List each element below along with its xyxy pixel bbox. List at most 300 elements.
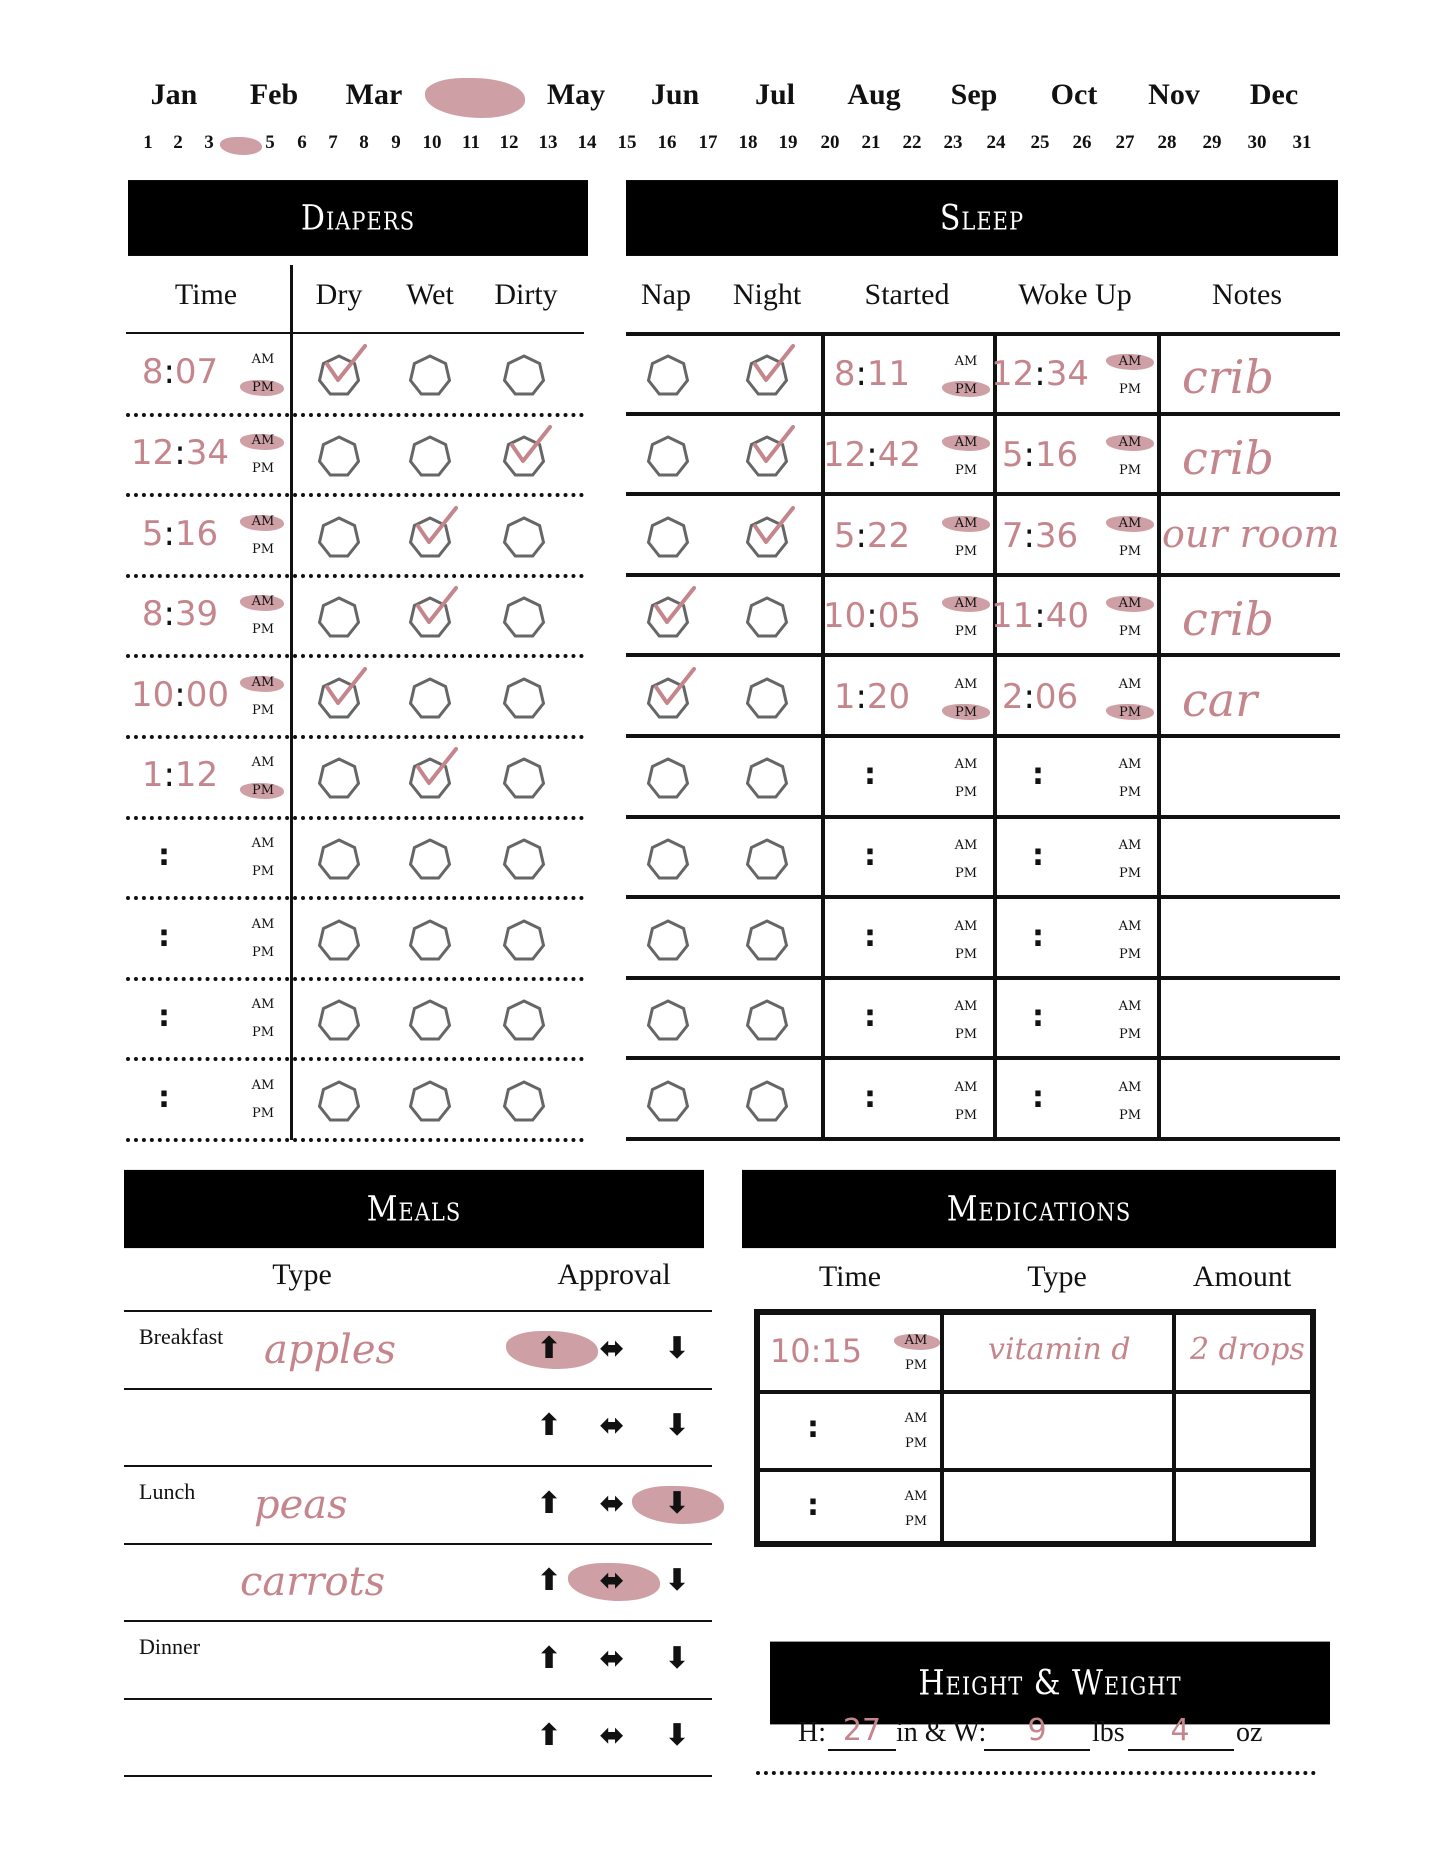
hour[interactable]: 8: [141, 352, 164, 393]
sleep-started-time[interactable]: [834, 354, 910, 394]
meal-label: Dinner: [139, 1634, 201, 1659]
time-colon: :: [864, 837, 876, 873]
nap-checkbox[interactable]: [645, 837, 691, 883]
am-option[interactable]: AM: [251, 352, 275, 368]
pm-option[interactable]: PM: [1118, 946, 1142, 962]
month-feb[interactable]: Feb: [249, 78, 299, 111]
am-option[interactable]: AM: [251, 513, 275, 529]
weight-oz-value[interactable]: 4: [1170, 1713, 1190, 1748]
meals-row-divider: [124, 1620, 712, 1622]
hour[interactable]: 10: [131, 674, 175, 715]
day-3[interactable]: 3: [204, 132, 214, 153]
day-9[interactable]: 9: [391, 132, 401, 153]
minute[interactable]: 34: [185, 432, 229, 473]
sleep-row-divider: [626, 1137, 1340, 1141]
night-checkbox[interactable]: [744, 918, 790, 964]
minute[interactable]: 36: [1034, 515, 1079, 556]
hour[interactable]: 5: [141, 513, 164, 554]
pm-option[interactable]: PM: [1118, 382, 1142, 398]
colon: :: [1034, 354, 1046, 395]
meal-food[interactable]: apples: [264, 1326, 397, 1373]
meal-food[interactable]: carrots: [240, 1559, 386, 1606]
diaper-time-value[interactable]: [142, 352, 218, 392]
wet-checkbox[interactable]: [407, 434, 453, 480]
neutral-arrow-icon[interactable]: ⬌: [599, 1330, 625, 1366]
pm-option[interactable]: PM: [1118, 543, 1142, 559]
diapers-header-rule: [126, 332, 584, 334]
pm-option[interactable]: PM: [1118, 704, 1142, 720]
dry-checkbox[interactable]: [316, 1079, 362, 1125]
colon: :: [163, 513, 175, 554]
dry-checkbox[interactable]: [316, 998, 362, 1044]
minute[interactable]: 20: [866, 676, 911, 717]
hour[interactable]: 12: [131, 432, 175, 473]
colon: :: [1034, 596, 1046, 637]
am-option[interactable]: AM: [251, 755, 275, 771]
day-1[interactable]: 1: [143, 132, 153, 153]
am-option[interactable]: AM: [1118, 596, 1142, 612]
am-option[interactable]: AM: [1118, 837, 1142, 853]
day-29[interactable]: 29: [1202, 132, 1222, 153]
pm-option[interactable]: PM: [904, 1514, 928, 1529]
pm-option[interactable]: PM: [1118, 462, 1142, 478]
time-colon: :: [158, 837, 170, 873]
diaper-time-value[interactable]: [142, 514, 218, 554]
hour[interactable]: 8: [141, 594, 164, 635]
nap-checkbox[interactable]: [645, 1079, 691, 1125]
dry-checkbox[interactable]: [316, 515, 362, 561]
minute[interactable]: 07: [174, 352, 219, 393]
check-mark-icon: [412, 506, 458, 552]
day-19[interactable]: 19: [778, 132, 798, 153]
day-27[interactable]: 27: [1115, 132, 1135, 153]
pm-option[interactable]: PM: [954, 785, 978, 801]
pm-option[interactable]: PM: [251, 460, 275, 476]
night-checkbox[interactable]: [744, 1079, 790, 1125]
diapers-row-divider: [126, 816, 584, 820]
night-checkbox[interactable]: [744, 998, 790, 1044]
pm-option[interactable]: PM: [251, 944, 275, 960]
check-mark-icon: [749, 344, 795, 390]
thumbs-down-arrow-icon[interactable]: ⬇: [664, 1485, 690, 1521]
med-amount-value[interactable]: 2 drops: [1190, 1332, 1305, 1367]
time-colon: :: [864, 1079, 876, 1115]
thumbs-up-arrow-icon[interactable]: ⬆: [536, 1640, 562, 1676]
minute[interactable]: 12: [174, 755, 219, 796]
pm-option[interactable]: PM: [251, 1105, 275, 1121]
sleep-woke-time[interactable]: [1002, 516, 1078, 556]
thumbs-up-arrow-icon[interactable]: ⬆: [536, 1563, 562, 1599]
day-15[interactable]: 15: [617, 132, 637, 153]
meals-row-divider: [124, 1775, 712, 1777]
day-23[interactable]: 23: [943, 132, 963, 153]
thumbs-up-arrow-icon[interactable]: ⬆: [536, 1408, 562, 1444]
pm-option[interactable]: PM: [954, 946, 978, 962]
pm-option[interactable]: PM: [251, 380, 275, 396]
thumbs-down-arrow-icon[interactable]: ⬇: [664, 1640, 690, 1676]
meals-header-rule: [124, 1310, 712, 1312]
minute[interactable]: 22: [866, 515, 911, 556]
sleep-row-divider: [626, 412, 1340, 416]
pm-option[interactable]: PM: [954, 382, 978, 398]
am-option[interactable]: AM: [251, 594, 275, 610]
month-oct[interactable]: Oct: [1050, 78, 1098, 111]
month-nov[interactable]: Nov: [1148, 78, 1200, 111]
dirty-checkbox[interactable]: [501, 837, 547, 883]
am-option[interactable]: AM: [1118, 918, 1142, 934]
month-may[interactable]: May: [546, 78, 606, 111]
pm-option[interactable]: PM: [251, 783, 275, 799]
night-checkbox[interactable]: [744, 837, 790, 883]
neutral-arrow-icon[interactable]: ⬌: [599, 1485, 625, 1521]
pm-option[interactable]: PM: [954, 462, 978, 478]
sleep-note[interactable]: crib: [1182, 350, 1274, 405]
colon: :: [1023, 434, 1035, 475]
day-5[interactable]: 5: [265, 132, 275, 153]
sleep-started-time[interactable]: [823, 596, 921, 636]
med-row-divider: [754, 1390, 1316, 1394]
pm-option[interactable]: PM: [954, 624, 978, 640]
time-colon: :: [864, 999, 876, 1035]
nap-checkbox[interactable]: [645, 756, 691, 802]
nap-checkbox[interactable]: [645, 353, 691, 399]
pm-option[interactable]: PM: [1118, 865, 1142, 881]
hour[interactable]: 11: [991, 596, 1035, 637]
am-option[interactable]: AM: [954, 596, 978, 612]
dirty-checkbox[interactable]: [501, 353, 547, 399]
hour[interactable]: 5: [1001, 434, 1024, 475]
neutral-arrow-icon[interactable]: ⬌: [599, 1408, 625, 1444]
colon: :: [866, 434, 878, 475]
sleep-note[interactable]: crib: [1182, 430, 1274, 485]
nap-checkbox[interactable]: [645, 998, 691, 1044]
pm-option[interactable]: PM: [954, 865, 978, 881]
colon: :: [855, 515, 867, 556]
neutral-arrow-icon[interactable]: ⬌: [599, 1640, 625, 1676]
sleep-row-divider: [626, 976, 1340, 980]
in-and-weight-label: in & W:: [896, 1717, 987, 1748]
med-row-divider: [754, 1468, 1316, 1472]
day-13[interactable]: 13: [538, 132, 558, 153]
dry-checkbox[interactable]: [316, 595, 362, 641]
am-option[interactable]: AM: [1118, 434, 1142, 450]
day-6[interactable]: 6: [297, 132, 307, 153]
day-16[interactable]: 16: [657, 132, 677, 153]
hour[interactable]: 1: [833, 676, 856, 717]
colon: :: [163, 594, 175, 635]
am-option[interactable]: AM: [954, 676, 978, 692]
am-option[interactable]: AM: [251, 1077, 275, 1093]
hour[interactable]: 12: [823, 434, 867, 475]
am-option[interactable]: AM: [1118, 999, 1142, 1015]
dirty-checkbox[interactable]: [501, 918, 547, 964]
colon: :: [855, 676, 867, 717]
neutral-arrow-icon[interactable]: ⬌: [599, 1563, 625, 1599]
minute[interactable]: 11: [866, 354, 911, 395]
diaper-time-value[interactable]: [142, 755, 218, 795]
height-weight-banner: Height & Weight: [770, 1642, 1330, 1725]
month-mar[interactable]: Mar: [345, 78, 403, 111]
colon: :: [855, 354, 867, 395]
pm-option[interactable]: PM: [1118, 1027, 1142, 1043]
weight-lbs-value[interactable]: 9: [1027, 1713, 1047, 1748]
sleep-started-time[interactable]: [834, 516, 910, 556]
diaper-time-value[interactable]: [131, 675, 229, 715]
minute[interactable]: 16: [174, 513, 219, 554]
wet-checkbox[interactable]: [407, 918, 453, 964]
sleep-row-divider: [626, 895, 1340, 899]
pm-option[interactable]: PM: [251, 541, 275, 557]
time-colon: :: [158, 1079, 170, 1115]
thumbs-down-arrow-icon[interactable]: ⬇: [664, 1408, 690, 1444]
sleep-note[interactable]: crib: [1182, 592, 1274, 647]
dirty-checkbox[interactable]: [501, 756, 547, 802]
dry-checkbox[interactable]: [316, 918, 362, 964]
day-21[interactable]: 21: [861, 132, 881, 153]
day-31[interactable]: 31: [1292, 132, 1312, 153]
diapers-row-divider: [126, 1057, 584, 1061]
check-mark-icon: [650, 667, 696, 713]
sleep-row-divider: [626, 573, 1340, 577]
meal-food[interactable]: peas: [254, 1481, 348, 1528]
sleep-row-divider: [626, 1056, 1340, 1060]
wet-checkbox[interactable]: [407, 837, 453, 883]
sleep-woke-time[interactable]: [1002, 677, 1078, 717]
dirty-checkbox[interactable]: [501, 595, 547, 641]
meals-type-header: Type: [272, 1258, 332, 1291]
diapers-row-divider: [126, 413, 584, 417]
am-option[interactable]: AM: [1118, 515, 1142, 531]
day-12[interactable]: 12: [499, 132, 519, 153]
am-option[interactable]: AM: [954, 918, 978, 934]
height-value[interactable]: 27: [842, 1713, 882, 1748]
month-jan[interactable]: Jan: [150, 78, 198, 111]
am-option[interactable]: AM: [1118, 676, 1142, 692]
hour[interactable]: 8: [833, 354, 856, 395]
day-24[interactable]: 24: [986, 132, 1006, 153]
dry-checkbox[interactable]: [316, 434, 362, 480]
time-colon: :: [864, 918, 876, 954]
day-8[interactable]: 8: [359, 132, 369, 153]
minute[interactable]: 34: [1045, 354, 1089, 395]
hour[interactable]: 10: [823, 596, 867, 637]
diaper-time-value[interactable]: [131, 433, 229, 473]
nap-checkbox[interactable]: [645, 434, 691, 480]
dry-checkbox[interactable]: [316, 837, 362, 883]
med-type-header: Type: [1027, 1260, 1087, 1293]
med-amount-header: Amount: [1192, 1260, 1292, 1293]
am-option[interactable]: AM: [954, 999, 978, 1015]
pm-option[interactable]: PM: [904, 1358, 928, 1373]
month-dec[interactable]: Dec: [1249, 78, 1299, 111]
pm-option[interactable]: PM: [904, 1436, 928, 1451]
diapers-row-divider: [126, 654, 584, 658]
sleep-woke-time[interactable]: [991, 354, 1089, 394]
oz-label: oz: [1236, 1717, 1263, 1748]
month-jul[interactable]: Jul: [754, 78, 796, 111]
am-option[interactable]: AM: [954, 1079, 978, 1095]
am-option[interactable]: AM: [251, 916, 275, 932]
minute[interactable]: 06: [1034, 676, 1079, 717]
thumbs-down-arrow-icon[interactable]: ⬇: [664, 1563, 690, 1599]
pm-option[interactable]: PM: [251, 702, 275, 718]
check-mark-icon: [412, 747, 458, 793]
colon: :: [810, 1332, 822, 1370]
night-checkbox[interactable]: [744, 676, 790, 722]
dry-checkbox[interactable]: [316, 756, 362, 802]
diapers-row-divider: [126, 735, 584, 739]
time-colon: :: [1032, 918, 1044, 954]
sleep-header-rule: [626, 332, 1340, 336]
diapers-row-divider: [126, 1138, 584, 1142]
pm-option[interactable]: PM: [251, 622, 275, 638]
hour[interactable]: 2: [1001, 676, 1024, 717]
pm-option[interactable]: PM: [954, 704, 978, 720]
pm-option[interactable]: PM: [1118, 785, 1142, 801]
am-option[interactable]: AM: [1118, 354, 1142, 370]
med-type-value[interactable]: vitamin d: [988, 1332, 1131, 1367]
day-11[interactable]: 11: [462, 132, 480, 153]
day-20[interactable]: 20: [820, 132, 840, 153]
am-option[interactable]: AM: [251, 835, 275, 851]
time-colon: :: [1032, 757, 1044, 793]
month-jun[interactable]: Jun: [650, 78, 700, 111]
colon: :: [163, 352, 175, 393]
day-14[interactable]: 14: [577, 132, 597, 153]
minute[interactable]: 15: [821, 1332, 863, 1370]
sleep-row-divider: [626, 815, 1340, 819]
am-option[interactable]: AM: [904, 1411, 928, 1426]
colon: :: [866, 596, 878, 637]
day-22[interactable]: 22: [902, 132, 922, 153]
day-26[interactable]: 26: [1072, 132, 1092, 153]
colon: :: [1023, 676, 1035, 717]
pm-option[interactable]: PM: [954, 1027, 978, 1043]
meals-approval-header: Approval: [557, 1258, 671, 1291]
diapers-time-divider: [290, 265, 293, 1140]
am-option[interactable]: AM: [954, 837, 978, 853]
meal-label: Breakfast: [139, 1324, 224, 1349]
diapers-time-header: Time: [174, 278, 238, 311]
day-30[interactable]: 30: [1247, 132, 1267, 153]
thumbs-down-arrow-icon[interactable]: ⬇: [664, 1718, 690, 1754]
lbs-underline: [984, 1749, 1090, 1751]
hour[interactable]: 1: [141, 755, 164, 796]
pm-option[interactable]: PM: [251, 1025, 275, 1041]
minute[interactable]: 39: [174, 594, 219, 635]
meals-row-divider: [124, 1465, 712, 1467]
colon: :: [174, 432, 186, 473]
sleep-note[interactable]: our room: [1162, 511, 1340, 556]
am-option[interactable]: AM: [904, 1489, 928, 1504]
time-colon: :: [807, 1488, 819, 1523]
am-option[interactable]: AM: [954, 757, 978, 773]
am-option[interactable]: AM: [954, 354, 978, 370]
day-2[interactable]: 2: [173, 132, 183, 153]
sleep-started-time[interactable]: [834, 677, 910, 717]
check-mark-icon: [506, 425, 552, 471]
day-10[interactable]: 10: [422, 132, 442, 153]
pm-option[interactable]: PM: [251, 863, 275, 879]
diapers-wet-header: Wet: [406, 278, 454, 311]
minute[interactable]: 05: [877, 596, 921, 637]
dirty-checkbox[interactable]: [501, 998, 547, 1044]
day-25[interactable]: 25: [1030, 132, 1050, 153]
colon: :: [174, 674, 186, 715]
height-weight-dotted-rule: [756, 1771, 1316, 1775]
night-checkbox[interactable]: [744, 756, 790, 802]
day-17[interactable]: 17: [698, 132, 718, 153]
time-colon: :: [807, 1410, 819, 1445]
meals-row-divider: [124, 1543, 712, 1545]
thumbs-up-arrow-icon[interactable]: ⬆: [536, 1718, 562, 1754]
minute[interactable]: 42: [877, 434, 921, 475]
hour[interactable]: 10: [769, 1332, 811, 1370]
check-mark-icon: [321, 344, 367, 390]
pm-option[interactable]: PM: [954, 1107, 978, 1123]
thumbs-down-arrow-icon[interactable]: ⬇: [664, 1330, 690, 1366]
thumbs-up-arrow-icon[interactable]: ⬆: [536, 1330, 562, 1366]
day-28[interactable]: 28: [1157, 132, 1177, 153]
sleep-woke-time[interactable]: [1002, 435, 1078, 475]
night-checkbox[interactable]: [744, 595, 790, 641]
day-18[interactable]: 18: [738, 132, 758, 153]
sleep-note[interactable]: car: [1182, 672, 1258, 727]
med-time-header: Time: [818, 1260, 882, 1293]
dirty-checkbox[interactable]: [501, 676, 547, 722]
am-option[interactable]: AM: [1118, 1079, 1142, 1095]
am-option[interactable]: AM: [1118, 757, 1142, 773]
sleep-started-header: Started: [864, 278, 950, 311]
wet-checkbox[interactable]: [407, 676, 453, 722]
diaper-time-value[interactable]: [142, 594, 218, 634]
minute[interactable]: 00: [185, 674, 229, 715]
hour[interactable]: 7: [1001, 515, 1024, 556]
dirty-checkbox[interactable]: [501, 1079, 547, 1125]
sleep-started-time[interactable]: [823, 435, 921, 475]
am-option[interactable]: AM: [954, 434, 978, 450]
nap-checkbox[interactable]: [645, 918, 691, 964]
wet-checkbox[interactable]: [407, 353, 453, 399]
am-option[interactable]: AM: [954, 515, 978, 531]
month-sep[interactable]: Sep: [950, 78, 998, 111]
am-option[interactable]: AM: [251, 674, 275, 690]
minute[interactable]: 40: [1045, 596, 1089, 637]
sleep-woke-time[interactable]: [991, 596, 1089, 636]
wet-checkbox[interactable]: [407, 1079, 453, 1125]
am-option[interactable]: AM: [904, 1333, 928, 1348]
am-option[interactable]: AM: [251, 432, 275, 448]
pm-option[interactable]: PM: [954, 543, 978, 559]
med-time-value[interactable]: [770, 1332, 862, 1370]
pm-option[interactable]: PM: [1118, 1107, 1142, 1123]
meal-label: Lunch: [139, 1479, 196, 1504]
nap-checkbox[interactable]: [645, 515, 691, 561]
colon: :: [1023, 515, 1035, 556]
minute[interactable]: 16: [1034, 434, 1079, 475]
neutral-arrow-icon[interactable]: ⬌: [599, 1718, 625, 1754]
day-7[interactable]: 7: [328, 132, 338, 153]
am-option[interactable]: AM: [251, 997, 275, 1013]
hour[interactable]: 5: [833, 515, 856, 556]
wet-checkbox[interactable]: [407, 998, 453, 1044]
dirty-checkbox[interactable]: [501, 515, 547, 561]
month-aug[interactable]: Aug: [847, 78, 901, 111]
thumbs-up-arrow-icon[interactable]: ⬆: [536, 1485, 562, 1521]
height-underline: [828, 1749, 896, 1751]
hour[interactable]: 12: [991, 354, 1035, 395]
pm-option[interactable]: PM: [1118, 624, 1142, 640]
